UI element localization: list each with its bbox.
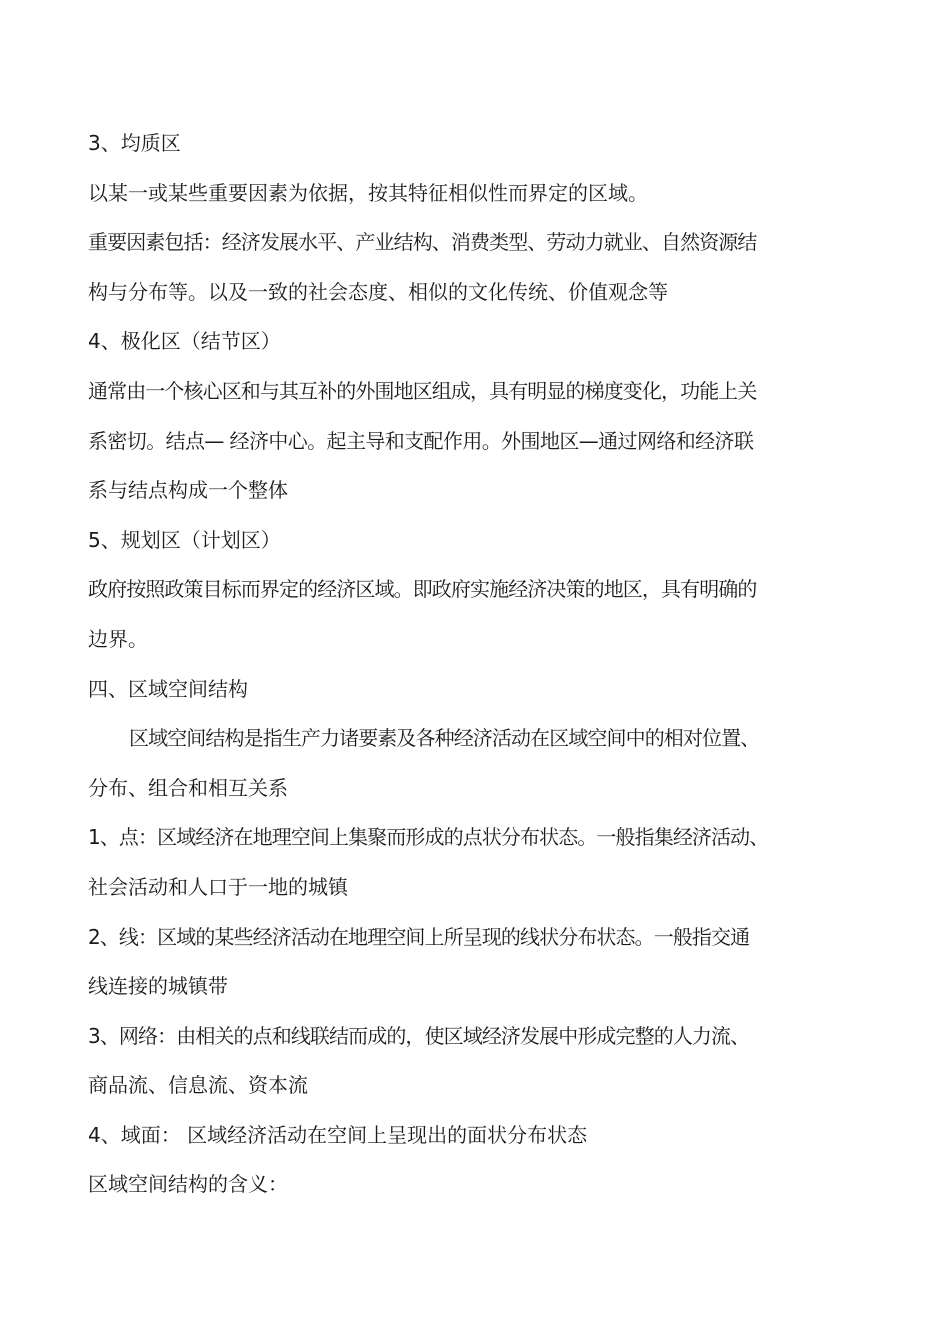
paragraph-line: 商品流、信息流、资本流 — [88, 1073, 308, 1098]
heading-planning-region: 5、规划区（计划区） — [88, 527, 281, 552]
paragraph-line: 系与结点构成一个整体 — [88, 478, 288, 503]
paragraph-line: 以某一或某些重要因素为依据，按其特征相似性而界定的区域。 — [88, 180, 648, 205]
paragraph-line: 线连接的城镇带 — [88, 974, 228, 999]
paragraph-line: 政府按照政策目标而界定的经济区域。即政府实施经济决策的地区，具有明确的 — [88, 577, 757, 602]
heading-polarized-region: 4、极化区（结节区） — [88, 329, 281, 354]
paragraph-line: 社会活动和人口于一地的城镇 — [88, 874, 348, 899]
heading-homogeneous-region: 3、均质区 — [88, 131, 181, 155]
paragraph-line: 分布、组合和相互关系 — [88, 775, 288, 800]
paragraph-line: 构与分布等。以及一致的社会态度、相似的文化传统、价值观念等 — [88, 279, 668, 304]
paragraph-line: 区域空间结构的含义： — [88, 1172, 288, 1197]
paragraph-line: 通常由一个核心区和与其互补的外围地区组成，具有明显的梯度变化，功能上关 — [88, 378, 757, 403]
paragraph-line: 边界。 — [88, 626, 148, 651]
document-body — [88, 119, 878, 1210]
list-item-point: 1、点：区域经济在地理空间上集聚而形成的点状分布状态。一般指集经济活动、 — [88, 825, 769, 850]
paragraph-line: 重要因素包括：经济发展水平、产业结构、消费类型、劳动力就业、自然资源结 — [88, 230, 757, 255]
list-item-network: 3、网络：由相关的点和线联结而成的，使区域经济发展中形成完整的人力流、 — [88, 1023, 750, 1048]
list-item-area: 4、域面： 区域经济活动在空间上呈现出的面状分布状态 — [88, 1122, 588, 1147]
list-item-line: 2、线：区域的某些经济活动在地理空间上所呈现的线状分布状态。一般指交通 — [88, 924, 750, 949]
paragraph-line: 区域空间结构是指生产力诸要素及各种经济活动在区域空间中的相对位置、 — [129, 726, 760, 751]
section-heading-spatial-structure: 四、区域空间结构 — [88, 676, 248, 701]
paragraph-line: 系密切。结点— 经济中心。起主导和支配作用。外围地区—通过网络和经济联 — [88, 428, 754, 453]
